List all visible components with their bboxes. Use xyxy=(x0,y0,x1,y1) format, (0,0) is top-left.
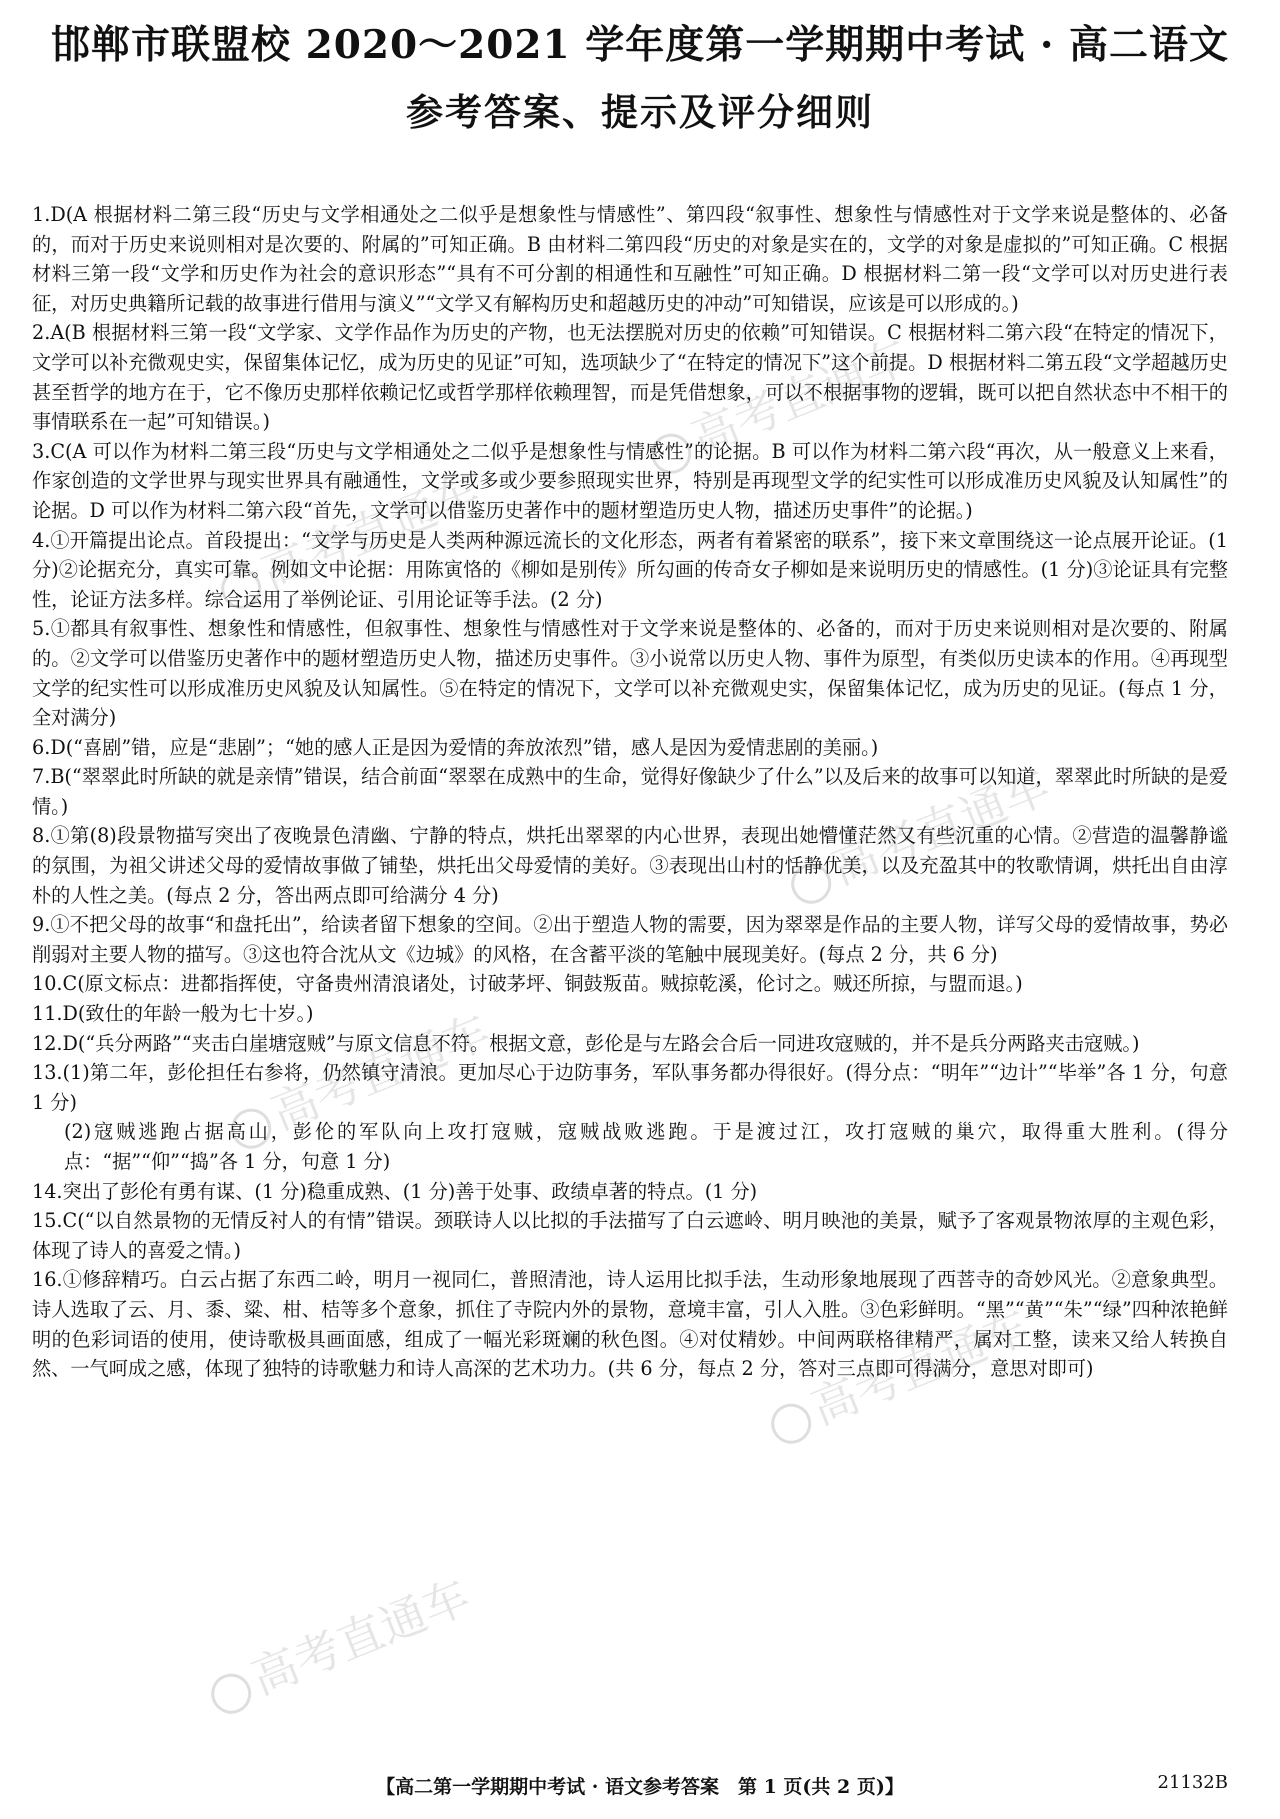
answer-item-3: 3.C(A 可以作为材料二第三段“历史与文学相通处之二似乎是想象性与情感性”的论据。B 可以作为材料二第六段“再次，从一般意义上来看，作家创造的文学世界与现实世界具有融通性，文学或多或少要参照现实世界，特别是再现型文学的纪实性可以形成准历史风貌及认知属性”的论据。D 可以作为材料二第六段“首先，文学可以借鉴历史著作中的题材塑造历史人物，描述历史事件”的论据。) xyxy=(32,439,1228,522)
watermark xyxy=(198,1561,479,1726)
answer-item-16: 16.①修辞精巧。白云占据了东西二岭，明月一视同仁，普照清池，诗人运用比拟手法，生动形象地展现了西菩寺的奇妙风光。②意象典型。诗人选取了云、月、黍、粱、柑、桔等多个意象，抓住了寺院内外的景物，意境丰富，引人入胜。③色彩鲜明。“黑”“黄”“朱”“绿”四种浓艳鲜明的色彩词语的使用，使诗歌极具画面感，组成了一幅光彩斑斓的秋色图。④对仗精妙。中间两联格律精严，属对工整，读来又给人转换自然、一气呵成之感，体现了独特的诗歌魅力和诗人高深的艺术功力。(共 6 分，每点 2 分，答对三点即可得满分，意思对即可) xyxy=(32,1268,1228,1381)
answer-item-14: 14.突出了彭伦有勇有谋、(1 分)稳重成熟、(1 分)善于处事、政绩卓著的特点。(1 分) xyxy=(32,1179,758,1203)
answer-list xyxy=(32,200,1228,1384)
answer-item-7: 7.B(“翠翠此时所缺的就是亲情”错误，结合前面“翠翠在成熟中的生命，觉得好像缺少了什么”以及后来的故事可以知道，翠翠此时所缺的是爱情。) xyxy=(32,765,1228,818)
answer-item-11: 11.D(致仕的年龄一般为七十岁。) xyxy=(32,1002,314,1026)
footer-page-info: 【高二第一学期期中考试 · 语文参考答案 第 1 页(共 2 页)】 xyxy=(376,1776,904,1798)
answer-item-6: 6.D(“喜剧”错，应是“悲剧”；“她的感人正是因为爱情的奔放浓烈”错，感人是因为爱情悲剧的美丽。) xyxy=(32,735,879,759)
watermark-text: 高考直通车 xyxy=(263,1004,498,1141)
answer-item-9: 9.①不把父母的故事“和盘托出”，给读者留下想象的空间。②出于塑造人物的需要，因为翠翠是作品的主要人物，详写父母的爱情故事，势必削弱对主要人物的描写。③这也符合沈从文《边城》的风格，在含蓄平淡的笔触中展现美好。(每点 2 分，共 6 分) xyxy=(32,913,1228,966)
answer-item-8: 8.①第(8)段景物描写突出了夜晚景色清幽、宁静的特点，烘托出翠翠的内心世界，表现出她懵懂茫然又有些沉重的心情。②营造的温馨静谧的氛围，为祖父讲述父母的爱情故事做了铺垫，烘托出父母爱情的美好。③表现出山村的恬静优美，以及充盈其中的牧歌情调，烘托出自由淳朴的人性之美。(每点 2 分，答出两点即可给满分 4 分) xyxy=(32,824,1228,907)
answer-item-4: 4.①开篇提出论点。首段提出：“文学与历史是人类两种源远流长的文化形态，两者有着紧密的联系”，接下来文章围绕这一论点展开论证。(1 分)②论据充分，真实可靠。例如文中论据：用陈寅恪的《柳如是别传》所勾画的传奇女子柳如是来说明历史的情感性。(1 分)③论证具有完整性，论证方法多样。综合运用了举例论证、引用论证等手法。(2 分) xyxy=(32,528,1228,611)
answer-item-2: 2.A(B 根据材料三第一段“文学家、文学作品作为历史的产物，也无法摆脱对历史的依赖”可知错误。C 根据材料二第六段“在特定的情况下，文学可以补充微观史实，保留集体记忆，成为历史的见证”可知，选项缺少了“在特定的情况下”这个前提。D 根据材料二第五段“文学超越历史甚至哲学的地方在于，它不像历史那样依赖记忆或哲学那样依赖理智，而是凭借想象，可以不根据事物的逻辑，既可以把自然状态中不相干的事情联系在一起”可知错误。) xyxy=(32,321,1228,434)
watermark-text: 高考直通车 xyxy=(823,759,1058,896)
page-title: 邯郸市联盟校 2020～2021 学年度第一学期期中考试 · 高二语文 xyxy=(51,22,1229,68)
answer-item-1: 1.D(A 根据材料二第三段“历史与文学相通处之二似乎是想象性与情感性”、第四段“叙事性、想象性与情感性对于文学来说是整体的、必备的，而对于历史来说则相对是次要的、附属的”可知正确。B 由材料二第四段“历史的对象是实在的，文学的对象是虚拟的”可知正确。C 根据材料三第一段“文学和历史作为社会的意识形态”“具有不可分割的相通性和互融性”可知正确。D 根据材料二第一段“文学可以对历史进行表征，对历史典籍所记载的故事进行借用与演义”“文学又有解构历史和超越历史的冲动”可知错误，应该是可以形成的。) xyxy=(32,203,1228,315)
watermark-text: 高考直通车 xyxy=(243,1569,478,1706)
watermark-logo-icon xyxy=(765,1397,817,1449)
watermark-logo-icon xyxy=(205,1667,257,1719)
answer-item-10: 10.C(原文标点：进都指挥使，守备贵州清浪诸处，讨破茅坪、铜鼓叛苗。贼掠乾溪，伦讨之。贼还所掠，与盟而退。) xyxy=(32,972,1023,996)
watermark-text: 高考直通车 xyxy=(683,329,918,466)
answer-item-13: 13.(1)第二年，彭伦担任右参将，仍然镇守清浪。更加尽心于边防事务，军队事务都办得很好。(得分点：“明年”“边计”“毕举”各 1 分，句意 1 分) xyxy=(32,1061,1228,1114)
answer-item-15: 15.C(“以自然景物的无情反衬人的有情”错误。颈联诗人以比拟的手法描写了白云遮岭、明月映池的美景，赋予了客观景物浓厚的主观色彩，体现了诗人的喜爱之情。) xyxy=(32,1209,1228,1262)
answer-item-13-part-2: (2)寇贼逃跑占据高山，彭伦的军队向上攻打寇贼，寇贼战败逃跑。于是渡过江，攻打寇贼的巢穴，取得重大胜利。(得分点：“据”“仰”“捣”各 1 分，句意 1 分) xyxy=(64,1120,1228,1173)
footer-code: 21132B xyxy=(1157,1772,1228,1793)
watermark-text: 高考直通车 xyxy=(803,1299,1038,1436)
watermark-text: 高考直通车 xyxy=(253,464,488,601)
answer-item-5: 5.①都具有叙事性、想象性和情感性，但叙事性、想象性与情感性对于文学来说是整体的、必备的，而对于历史来说则相对是次要的、附属的。②文学可以借鉴历史著作中的题材塑造历史人物，描述历史事件。③小说常以历史人物、事件为原型，有类似历史读本的作用。④再现型文学的纪实性可以形成准历史风貌及认知属性。⑤在特定的情况下，文学可以补充微观史实，保留集体记忆，成为历史的见证。(每点 1 分，全对满分) xyxy=(32,617,1228,730)
page-subtitle: 参考答案、提示及评分细则 xyxy=(406,90,874,134)
answer-item-12: 12.D(“兵分两路”“夹击白崖塘寇贼”与原文信息不符。根据文意，彭伦是与左路会合后一同进攻寇贼的，并不是兵分两路夹击寇贼。) xyxy=(32,1031,1140,1055)
